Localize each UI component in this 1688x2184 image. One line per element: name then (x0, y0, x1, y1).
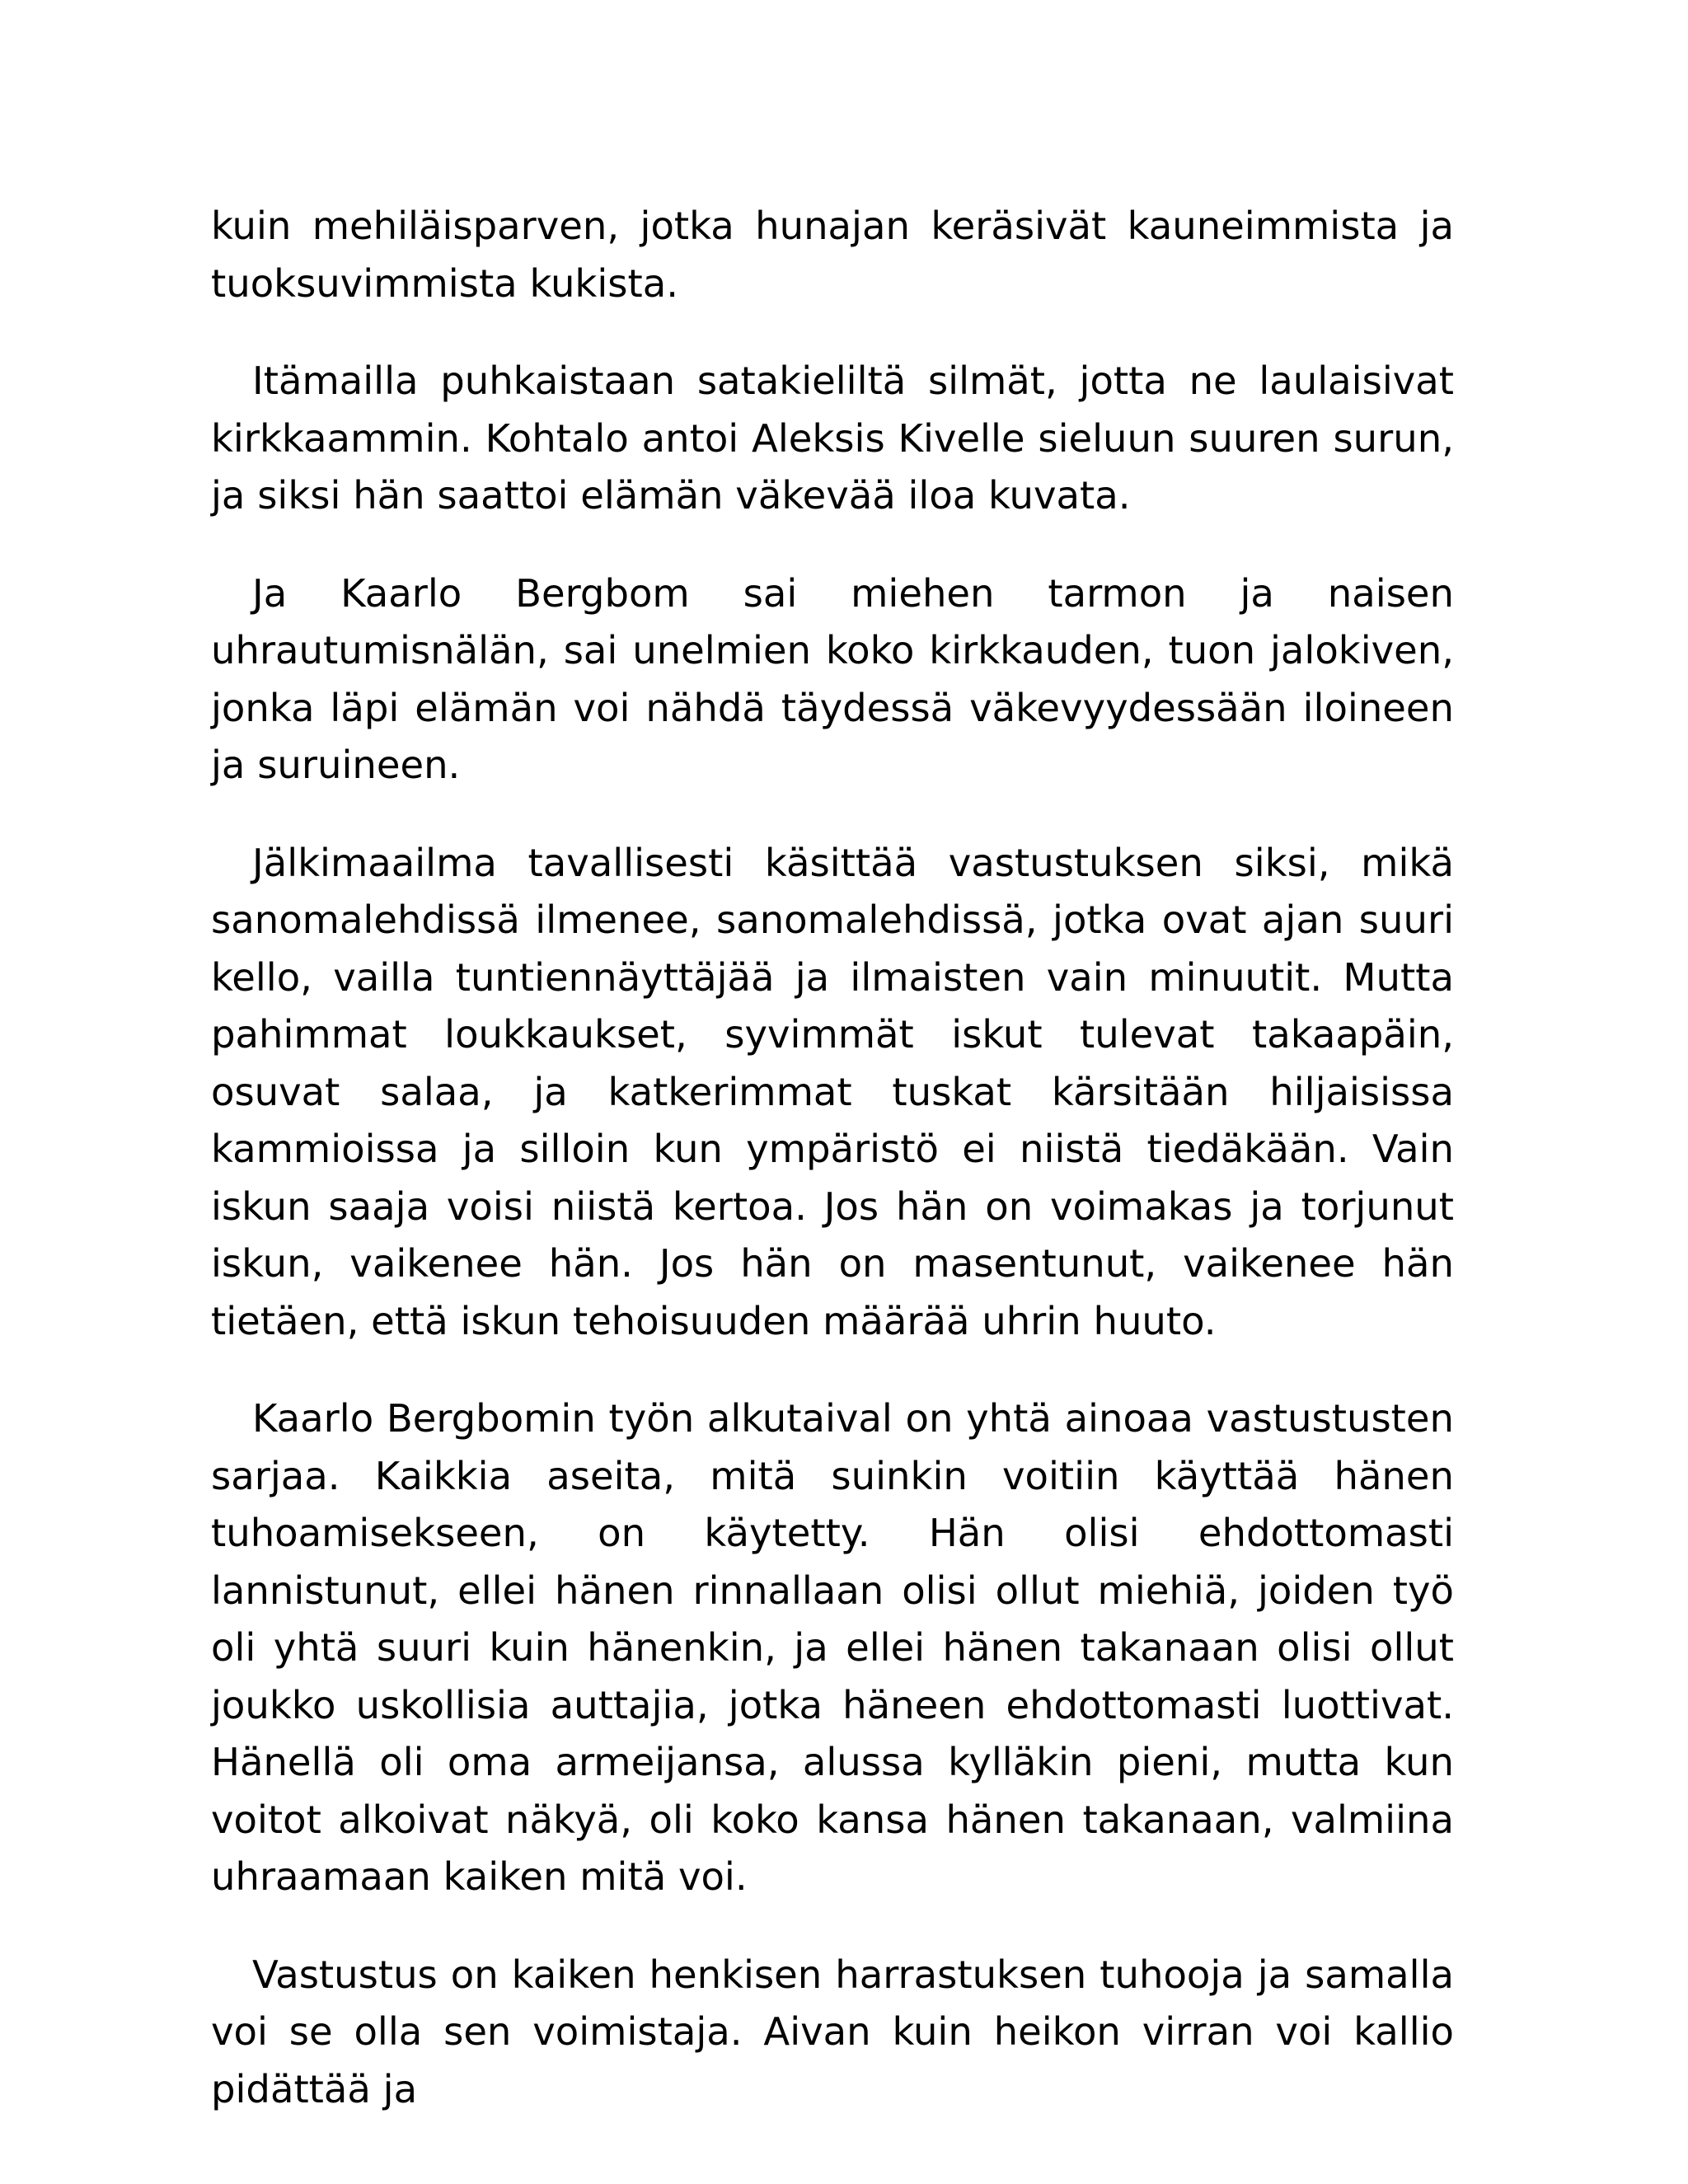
paragraph-continued: kuin mehiläisparven, jotka hunajan keräsivät kauneimmista ja tuoksuvimmista kukista. (211, 204, 1454, 306)
paragraph: Jälkimaailma tavallisesti käsittää vastustuksen siksi, mikä sanomalehdissä ilmenee, sanomalehdissä, jotka ovat ajan suuri kello, vailla tuntiennäyttäjää ja ilmaisten vain minuutit. Mutta pahimmat loukkaukset, syvimmät iskut tulevat takaapäin, osuvat salaa, ja katkerimmat tuskat kärsitään hiljaisissa kammioissa ja silloin kun ympäristö ei niistä tiedäkään. Vain iskun saaja voisi niistä kertoa. Jos hän on voimakas ja torjunut iskun, vaikenee hän. Jos hän on masentunut, vaikenee hän tietäen, että iskun tehoisuuden määrää uhrin huuto. (211, 840, 1454, 1343)
paragraph: Itämailla puhkaistaan satakieliltä silmät, jotta ne laulaisivat kirkkaammin. Kohtalo antoi Aleksis Kivelle sieluun suuren surun, ja siksi hän saattoi elämän väkevää iloa kuvata. (211, 359, 1454, 518)
paragraph: Kaarlo Bergbomin työn alkutaival on yhtä ainoaa vastustusten sarjaa. Kaikkia aseita, mitä suinkin voitiin käyttää hänen tuhoamisekseen, on käytetty. Hän olisi ehdottomasti lannistunut, ellei hänen rinnallaan olisi ollut miehiä, joiden työ oli yhtä suuri kuin hänenkin, ja ellei hänen takanaan olisi ollut joukko uskollisia auttajia, jotka häneen ehdottomasti luottivat. Hänellä oli oma armeijansa, alussa kylläkin pieni, mutta kun voitot alkoivat näkyä, oli koko kansa hänen takanaan, valmiina uhraamaan kaiken mitä voi. (211, 1396, 1454, 1899)
body-text (211, 198, 1454, 2118)
paragraph: Vastustus on kaiken henkisen harrastuksen tuhooja ja samalla voi se olla sen voimistaja. Aivan kuin heikon virran voi kallio pidättää ja (211, 1952, 1454, 2111)
paragraph: Ja Kaarlo Bergbom sai miehen tarmon ja naisen uhrautumisnälän, sai unelmien koko kirkkauden, tuon jalokiven, jonka läpi elämän voi nähdä täydessä väkevyydessään iloineen ja suruineen. (211, 570, 1454, 787)
